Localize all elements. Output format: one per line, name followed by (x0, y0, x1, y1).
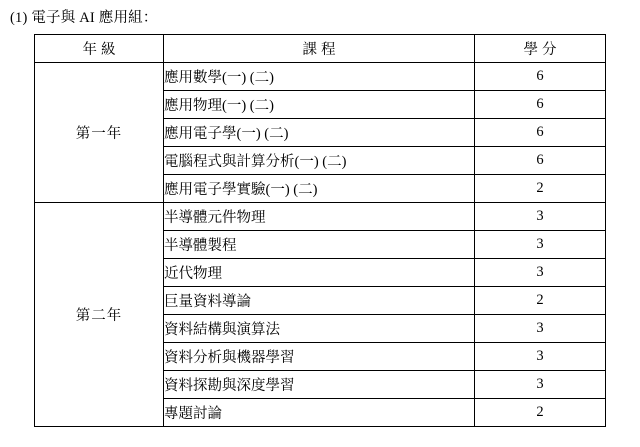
credit-cell: 2 (475, 399, 606, 427)
credit-cell: 3 (475, 371, 606, 399)
credit-cell: 6 (475, 119, 606, 147)
credit-cell: 3 (475, 315, 606, 343)
course-cell: 應用數學(一) (二) (164, 63, 475, 91)
table-header (35, 35, 606, 63)
column-header-course (164, 35, 475, 63)
course-cell: 專題討論 (164, 399, 475, 427)
column-header-credit (475, 35, 606, 63)
column-header-year-label: 年級 (82, 42, 120, 58)
credit-cell: 2 (475, 175, 606, 203)
page-title: (1) 電子與 AI 應用組： (10, 10, 158, 26)
course-cell: 應用電子學實驗(一) (二) (164, 175, 475, 203)
column-header-year (35, 35, 164, 63)
credit-cell: 3 (475, 203, 606, 231)
credit-cell: 6 (475, 63, 606, 91)
course-cell: 應用電子學(一) (二) (164, 119, 475, 147)
year-cell-second (35, 203, 164, 427)
credit-cell: 6 (475, 91, 606, 119)
course-cell: 應用物理(一) (二) (164, 91, 475, 119)
course-cell: 半導體製程 (164, 231, 475, 259)
course-cell: 近代物理 (164, 259, 475, 287)
year-label: 第二年 (75, 308, 123, 324)
credit-cell: 2 (475, 287, 606, 315)
table-row (35, 203, 606, 231)
course-table (34, 34, 606, 427)
credit-cell: 3 (475, 231, 606, 259)
course-cell: 資料探勘與深度學習 (164, 371, 475, 399)
table-body (35, 63, 606, 427)
column-header-course-label: 課程 (302, 42, 340, 58)
course-cell: 半導體元件物理 (164, 203, 475, 231)
credit-cell: 3 (475, 259, 606, 287)
column-header-credit-label: 學分 (523, 42, 561, 58)
course-cell: 資料分析與機器學習 (164, 343, 475, 371)
credit-cell: 3 (475, 343, 606, 371)
course-cell: 資料結構與演算法 (164, 315, 475, 343)
course-cell: 電腦程式與計算分析(一) (二) (164, 147, 475, 175)
credit-cell: 6 (475, 147, 606, 175)
table-row (35, 63, 606, 91)
year-cell-first (35, 63, 164, 203)
table-header-row (35, 35, 606, 63)
course-cell: 巨量資料導論 (164, 287, 475, 315)
year-label: 第一年 (75, 126, 123, 142)
